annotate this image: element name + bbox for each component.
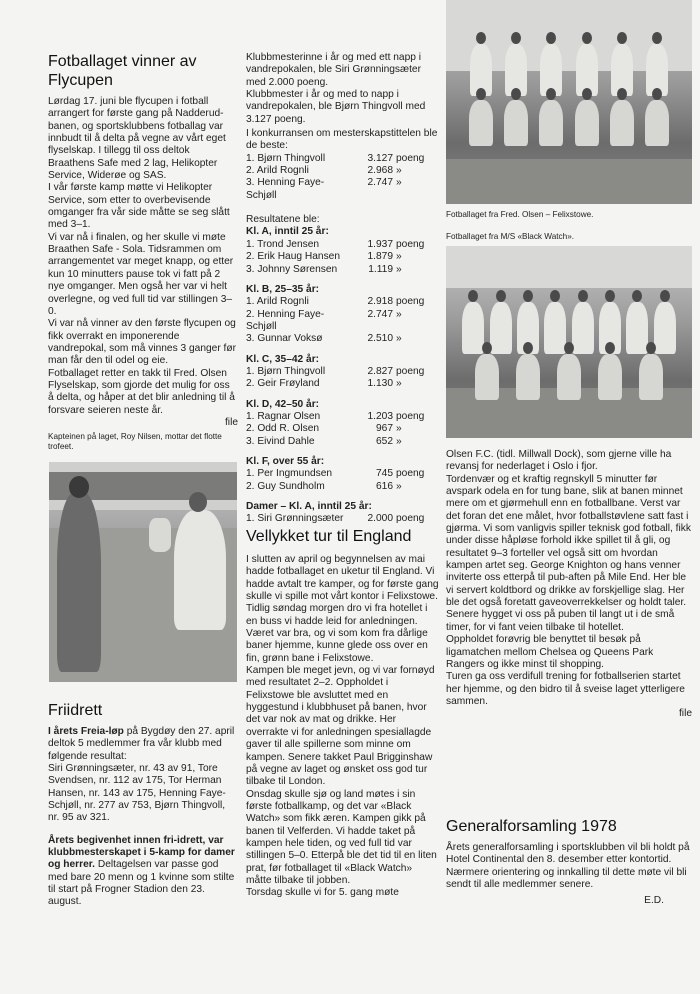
article-title-generalforsamling: Generalforsamling 1978 [446, 818, 617, 835]
result-val: 2.747 [367, 177, 393, 189]
player-head [523, 342, 533, 354]
result-unit: » [396, 333, 402, 345]
player-figure [645, 100, 669, 146]
result-row [246, 513, 436, 525]
player-head [511, 88, 521, 100]
player-head [605, 290, 615, 302]
result-class-title: Damer – Kl. A, inntil 25 år: [246, 501, 372, 512]
result-class-title: Kl. F, over 55 år: [246, 455, 325, 467]
player-head [646, 342, 656, 354]
result-class [246, 399, 439, 448]
player-head [582, 32, 592, 44]
result-row [246, 165, 436, 177]
result-row [246, 296, 436, 308]
result-val: 1.130 [367, 378, 393, 390]
result-unit: » [396, 177, 402, 189]
result-unit: » [396, 378, 402, 390]
player-head [482, 342, 492, 354]
player-figure [610, 100, 634, 146]
result-val: 616 [376, 480, 393, 492]
result-name: 2. Arild Rognli [246, 165, 309, 177]
result-unit: poeng [396, 238, 425, 250]
article-body-england [246, 554, 439, 900]
result-class-title: Kl. B, 25–35 år: [246, 283, 320, 295]
team-photo-felixstowe [446, 0, 692, 204]
result-name: 1. Ragnar Olsen [246, 410, 321, 422]
player-head [605, 342, 615, 354]
result-name: 1. Bjørn Thingvoll [246, 152, 326, 164]
article-continuation [446, 449, 692, 721]
result-class [246, 354, 439, 391]
paragraph: Olsen F.C. (tidl. Millwall Dock), som gjerne ville ha revansj for nederlaget i Oslo i fjor. [446, 449, 672, 473]
article-body-friidrett [48, 726, 238, 909]
result-val: 2.968 [367, 165, 393, 177]
result-unit: poeng [396, 365, 425, 377]
paragraph: Siri Grønningsæter, nr. 43 av 91, Tore Svendsen, nr. 112 av 175, Tor Herman Hansen, nr. 143 av 175, Henning Faye-Schjøll, nr. 277 av 753, Bjørn Thingvoll, nr. 95 av 321. [48, 763, 226, 824]
result-val: 2.747 [367, 308, 393, 320]
result-val: 967 [376, 423, 393, 435]
result-row [246, 366, 436, 378]
result-row [246, 177, 436, 202]
result-name: 2. Guy Sundholm [246, 480, 325, 492]
result-class-table [246, 239, 436, 276]
result-name: 2. Erik Haug Hansen [246, 251, 341, 263]
result-class [246, 284, 439, 346]
result-class-title: Kl. C, 35–42 år: [246, 353, 320, 365]
result-class-table [246, 411, 436, 448]
result-unit: » [396, 435, 402, 447]
result-val: 652 [376, 435, 393, 447]
player-head [660, 290, 670, 302]
paragraph [48, 726, 238, 763]
player-head [496, 290, 506, 302]
result-name: 1. Arild Rognli [246, 296, 309, 308]
result-class-title: Kl. A, inntil 25 år: [246, 226, 329, 238]
trophy-photo [49, 462, 237, 682]
article-title-friidrett: Friidrett [48, 702, 103, 719]
result-row [246, 481, 436, 493]
bold-lead: Årets begivenhet innen fri-idrett, var klubbmesterskapet i 5-kamp for damer og herrer. [48, 834, 235, 871]
result-name: 2. Geir Frøyland [246, 378, 320, 390]
article-title-england: Vellykket tur til England [246, 528, 412, 545]
result-row [246, 378, 436, 390]
result-row [246, 423, 436, 435]
result-unit: poeng [396, 296, 425, 308]
result-class [246, 226, 439, 275]
result-unit: » [396, 263, 402, 275]
result-row [246, 153, 436, 165]
result-val: 745 [376, 468, 393, 480]
result-name: 2. Odd R. Olsen [246, 423, 320, 435]
author-signature: E.D. [644, 895, 664, 907]
article-body-generalforsamling [446, 842, 692, 908]
result-val: 2.827 [367, 365, 393, 377]
result-row [246, 309, 436, 334]
result-unit: » [396, 165, 402, 177]
result-val: 1.119 [368, 263, 393, 275]
player-head [476, 88, 486, 100]
player-figure [462, 302, 484, 354]
results-classes [246, 226, 439, 525]
result-class-table [246, 296, 436, 345]
article-body-flycupen [48, 96, 238, 452]
result-unit: » [396, 423, 402, 435]
result-unit: poeng [396, 410, 425, 422]
paragraph: Kampen ble meget jevn, og vi var fornøyd med resultatet 2–2. Oppholdet i Felixstowe ble avsluttet med en hyggestund i klubbhuset på banen, hvor det var nok av mat og drikke. Her overrakte vi for anledningen spesiallagde gaver til alle spillerne som minne om kampen. Senere takket Paul Brigginshaw på vegne av laget og ønsket oss god tur tilbake til London. [246, 665, 435, 788]
result-val: 3.127 [367, 152, 393, 164]
paragraph-text: på Bygdøy den 27. april deltok 5 medlemmer fra vår klubb med følgende resultat: [48, 726, 235, 762]
result-name: 3. Gunnar Voksø [246, 333, 323, 345]
results-block [246, 52, 439, 534]
bold-lead: I årets Freia-løp [48, 726, 124, 737]
player-figure [544, 302, 566, 354]
player-head [652, 32, 662, 44]
paragraph: Vi var nå i finalen, og her skulle vi møte Braathen Safe - Sola. Tidsrammen om arrangementet var meget knapp, og etter kun 10 minutters pause tok vi fatt på 2 nye omganger. Men også her var vi helt overlegne, og ved full tid var stillingen 3–0. [48, 231, 234, 317]
player-head [632, 290, 642, 302]
author-signature: file [224, 416, 238, 428]
result-val: 2.918 [367, 296, 393, 308]
result-name: 2. Henning Faye-Schjøll [246, 308, 325, 332]
paragraph: I vår første kamp møtte vi Helikopter Service, som etter to overbevisende omganger fra vår side måtte se seg slått med 3–1. [48, 182, 230, 231]
player-figure [504, 100, 528, 146]
paragraph: Tordenvær og et kraftig regnskyll 5 minutter før avspark odela en for tung bane, slik at banen minnet mere om et gjørmehull enn en fotballbane. Verst var det foran det ene målet, hvor fotballstøvlene satt fast i gjørma. Vi som vanligvis spiller teknisk god fotball, fikk under disse håpløse forhold ikke spillet til å gli, og resultatet 9–3 forteller vel også sitt om hvordan kampen artet seg. George Knighton og hans venner inviterte oss etterpå til pub-aften på Mile End. Her ble vi servert koldtbord og drikke av forskjellige slag. Her ble det også foretatt gaveoverrekkelser og holdt taler. Senere hygget vi oss på puben til langt ut i de små timer, for vi fant veien tilbake til hotellet. [446, 473, 691, 633]
paragraph: Oppholdet forøvrig ble benyttet til besøk på ligamatchen mellom Chelsea og Queens Park Rangers og ikke minst til shopping. [446, 634, 654, 670]
result-class-table [246, 468, 436, 493]
player-figure [626, 302, 648, 354]
player-head [578, 290, 588, 302]
player-head [652, 88, 662, 100]
result-name: 3. Henning Faye-Schjøll [246, 177, 325, 201]
player-figure [575, 100, 599, 146]
author-signature: file [678, 708, 692, 720]
player-head [564, 342, 574, 354]
player-head [523, 290, 533, 302]
team-photo-black-watch [446, 246, 692, 438]
result-val: 2.000 [367, 513, 393, 525]
paragraph: Årets generalforsamling i sportsklubben vil bli holdt på Hotel Continental den 8. desember etter kontortid. Nærmere orientering og innkalling til dette møte vil bli sendt til alle medlemmer senere. [446, 842, 690, 891]
result-row [246, 468, 436, 480]
player-figure [516, 354, 540, 400]
paragraph-text: Deltagelsen var passe god med bare 20 menn og 1 kvinne som stilte til start på Frogner Stadion den 23. august. [48, 859, 235, 908]
result-unit: poeng [396, 152, 425, 164]
result-name: 1. Per Ingmundsen [246, 468, 333, 480]
result-val: 1.937 [367, 238, 393, 250]
photo-caption: Kapteinen på laget, Roy Nilsen, mottar det flotte trofeet. [48, 432, 222, 452]
result-unit: » [396, 480, 402, 492]
paragraph: Lørdag 17. juni ble flycupen i fotball arrangert for første gang på Nadderud-banen, og sportsklubbens fotballag var innbudt til å delta på vegne av vårt eget flyselskap. I tillegg til oss deltok Braathens Safe med 2 lag, Helikopter Service, Widerøe og SAS. [48, 96, 226, 182]
result-val: 1.203 [367, 410, 393, 422]
paragraph: Onsdag skulle sjø og land møtes i sin første fotballkamp, og det var «Black Watch» som fikk æren. Kampen gikk på banen til Velferden. Vi hadde taket på kampen hele tiden, og ved full tid var stillingen 5–0. Etterpå ble det tid til en liten prat, før fotballaget til «Black Watch» måtte tilbake til jobben. [246, 788, 437, 886]
player-head [617, 88, 627, 100]
result-name: 1. Trond Jensen [246, 238, 320, 250]
player-figure [572, 302, 594, 354]
result-class-table [246, 513, 436, 525]
results-intro: Resultatene ble: [246, 214, 320, 226]
player-figure [557, 354, 581, 400]
player-figure [475, 354, 499, 400]
result-row [246, 436, 436, 448]
result-row [246, 411, 436, 423]
paragraph: Klubbmesterinne i år og med ett napp i vandrepokalen, ble Siri Grønningsæter med 2.000 poeng. [246, 52, 421, 88]
player-figure [654, 302, 676, 354]
result-row [246, 333, 436, 345]
player-figure [490, 302, 512, 354]
player-head [550, 290, 560, 302]
paragraph: I slutten av april og begynnelsen av mai hadde fotballaget en uketur til England. Vi hadde avtalt tre kamper, og for første gang skulle vi spille mot vårt kontor i Felixstowe. Tidlig søndag morgen dro vi fra hotellet i en buss vi hadde leid for anledningen. Været var bra, og vi som kom fra dårlige baner hjemme, kunne glede oss over en fin, grønn bane i Felixstowe. [246, 554, 439, 664]
photo-caption: Fotballaget fra Fred. Olsen – Felixstowe. [446, 210, 594, 219]
paragraph: Klubbmester i år og med to napp i vandrepokalen, ble Bjørn Thingvoll med 3.127 poeng. [246, 89, 426, 125]
result-val: 2.510 [367, 333, 393, 345]
paragraph [48, 835, 238, 909]
result-name: 3. Johnny Sørensen [246, 263, 338, 275]
result-name: 1. Bjørn Thingvoll [246, 365, 326, 377]
result-unit: » [396, 308, 402, 320]
result-class-table [246, 366, 436, 391]
result-row [246, 264, 436, 276]
paragraph: I konkurransen om mesterskapstittelen ble de beste: [246, 128, 438, 152]
result-class-title: Kl. D, 42–50 år: [246, 398, 320, 410]
result-unit: poeng [396, 468, 425, 480]
player-figure [639, 354, 663, 400]
result-class [246, 501, 439, 526]
result-name: 3. Eivind Dahle [246, 435, 315, 447]
result-row [246, 251, 436, 263]
paragraph: Vi var nå vinner av den første flycupen og fikk overrakt en imponerende vandrepokal, som må vinnes 3 ganger før man får den til odel og eie. [48, 318, 236, 367]
player-head [468, 290, 478, 302]
paragraph: Turen ga oss verdifull trening for fotballserien startet her hjemme, og den bidro til å sveise laget ytterligere sammen. [446, 671, 685, 707]
result-unit: » [396, 251, 402, 263]
top3-table [246, 153, 436, 202]
result-class [246, 456, 439, 493]
result-row [246, 239, 436, 251]
paragraph: Torsdag skulle vi for 5. gang møte [246, 887, 399, 899]
photo-caption: Fotballaget fra M/S «Black Watch». [446, 232, 575, 241]
result-name: 1. Siri Grønningsæter [246, 513, 344, 525]
result-unit: poeng [396, 513, 425, 525]
player-head [546, 88, 556, 100]
paragraph: Fotballaget retter en takk til Fred. Olsen Flyselskap, som gjorde det mulig for oss å delta, og håper at det blir anledning til å forsvare seieren neste år. [48, 367, 235, 416]
result-val: 1.879 [367, 251, 393, 263]
player-figure [539, 100, 563, 146]
article-title-flycupen: Fotballaget vinner av Flycupen [48, 53, 197, 89]
player-figure [598, 354, 622, 400]
player-head [582, 88, 592, 100]
player-figure [469, 100, 493, 146]
player-head [617, 32, 627, 44]
